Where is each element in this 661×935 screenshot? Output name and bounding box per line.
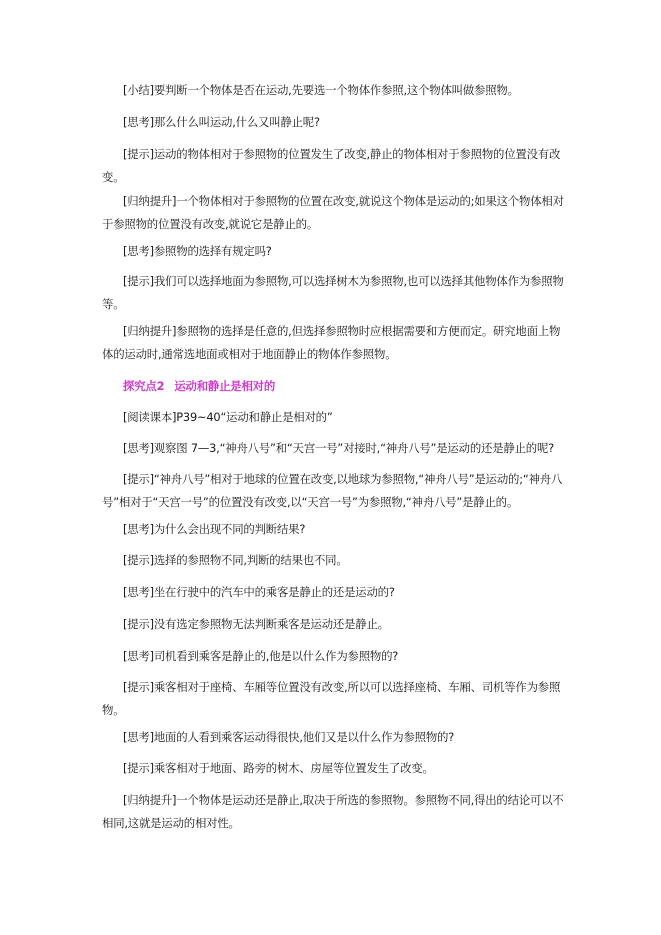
paragraph-hint-ground-observer: [提示]乘客相对于地面、路旁的树木、房屋等位置发生了改变。 [123,761,434,775]
paragraph-read-textbook: [阅读课本]P39~40“运动和静止是相对的” [123,410,333,424]
paragraph-summary-reference-object: [小结]要判断一个物体是否在运动,先要选一个物体作参照,这个物体叫做参照物。 [123,83,519,97]
paragraph-think-motion-definition: [思考]那么什么叫运动,什么又叫静止呢? [123,115,320,129]
section-heading-number: 2 [156,379,165,393]
paragraph-hint-driver: [提示]乘客相对于座椅、车厢等位置没有改变,所以可以选择座椅、车厢、司机等作为参照物。 [102,680,561,717]
section-heading-title: 运动和静止是相对的 [174,379,276,393]
section-heading [123,375,275,398]
paragraph-think-shenzhou: [思考]观察图 7—3,“神舟八号”和“天宫一号”对接时,“神舟八号”是运动的还是静止的呢? [123,441,554,455]
paragraph-conclusion-reference-choice: [归纳提升]参照物的选择是任意的,但选择参照物时应根据需要和方便而定。研究地面上物体的运动时,通常选地面或相对于地面静止的物体作参照物。 [102,324,561,361]
paragraph-conclusion-motion-definition: [归纳提升]一个物体相对于参照物的位置在改变,就说这个物体是运动的;如果这个物体相对于参照物的位置没有改变,就说它是静止的。 [102,194,564,231]
section-heading-label: 探究点 [123,379,157,393]
paragraph-hint-reference-choice: [提示]我们可以选择地面为参照物,可以选择树木为参照物,也可以选择其他物体作为参照物等。 [102,274,564,311]
paragraph-hint-shenzhou: [提示]“神舟八号”相对于地球的位置在改变,以地球为参照物,“神舟八号”是运动的;“神舟八号”相对于“天宫一号”的位置没有改变,以“天宫一号”为参照物,“神舟八号”是静止的。 [102,472,563,509]
paragraph-think-reference-choice: [思考]参照物的选择有规定吗? [123,244,272,258]
paragraph-conclusion-relativity: [归纳提升]一个物体是运动还是静止,取决于所选的参照物。参照物不同,得出的结论可以不相同,这就是运动的相对性。 [102,793,564,830]
paragraph-hint-different-results: [提示]选择的参照物不同,判断的结果也不同。 [123,553,348,567]
paragraph-think-driver: [思考]司机看到乘客是静止的,他是以什么作为参照物的? [123,649,399,663]
paragraph-hint-motion-definition: [提示]运动的物体相对于参照物的位置发生了改变,静止的物体相对于参照物的位置没有改变。 [102,147,561,184]
paragraph-think-passenger: [思考]坐在行驶中的汽车中的乘客是静止的还是运动的? [123,585,395,599]
paragraph-think-different-results: [思考]为什么会出现不同的判断结果? [123,522,306,536]
paragraph-hint-passenger: [提示]没有选定参照物无法判断乘客是运动还是静止。 [123,617,389,631]
paragraph-think-ground-observer: [思考]地面的人看到乘客运动得很快,他们又是以什么作为参照物的? [123,730,455,744]
